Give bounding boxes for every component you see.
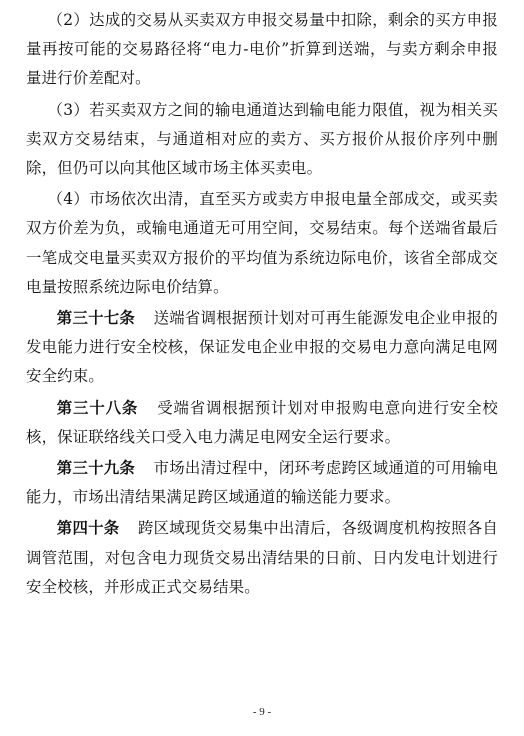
paragraph-text: （3）若买卖双方之间的输电通道达到输电能力限值，视为相关买卖双方交易结束，与通道相对应的卖方、买方报价从报价序列中删除，但仍可以向其他区域市场主体买卖电。 <box>26 100 498 178</box>
article-label: 第三十八条 <box>56 398 139 417</box>
article-40 <box>26 514 498 602</box>
article-text: 受端省调根据预计划对申报购电意向进行安全校核，保证联络线关口受入电力满足电网安全运行要求。 <box>26 398 498 446</box>
document-body <box>26 6 498 604</box>
article-39 <box>26 454 498 512</box>
paragraph-text: （4）市场依次出清，直至买方或卖方申报电量全部成交，或买卖双方价差为负，或输电通道无可用空间，交易结束。每个送端省最后一笔成交电量买卖双方报价的平均值为系统边际电价，该省全部成交电量按照系统边际电价结算。 <box>26 190 498 296</box>
article-text: 跨区域现货交易集中出清后，各级调度机构按照各自调管范围，对包含电力现货交易出清结果的日前、日内发电计划进行安全校核，并形成正式交易结果。 <box>26 519 498 596</box>
article-text: 市场出清过程中，闭环考虑跨区域通道的可用输电能力，市场出清结果满足跨区域通道的输送能力要求。 <box>26 459 498 507</box>
article-label: 第四十条 <box>56 519 120 538</box>
article-label: 第三十九条 <box>56 459 136 478</box>
article-text: 送端省调根据预计划对可再生能源发电企业申报的发电能力进行安全校核，保证发电企业申报的交易电力意向满足电网安全约束。 <box>26 309 498 386</box>
paragraph-item-4 <box>26 185 498 302</box>
article-label: 第三十七条 <box>56 309 136 328</box>
article-38 <box>26 394 498 452</box>
article-37 <box>26 304 498 392</box>
paragraph-text: （2）达成的交易从买卖双方申报交易量中扣除，剩余的买方申报量再按可能的交易路径将“电力-电价”折算到送端，与卖方剩余申报量进行价差配对。 <box>26 11 498 88</box>
paragraph-item-3 <box>26 96 498 184</box>
paragraph-item-2 <box>26 6 498 94</box>
page-number: - 9 - <box>252 706 272 718</box>
